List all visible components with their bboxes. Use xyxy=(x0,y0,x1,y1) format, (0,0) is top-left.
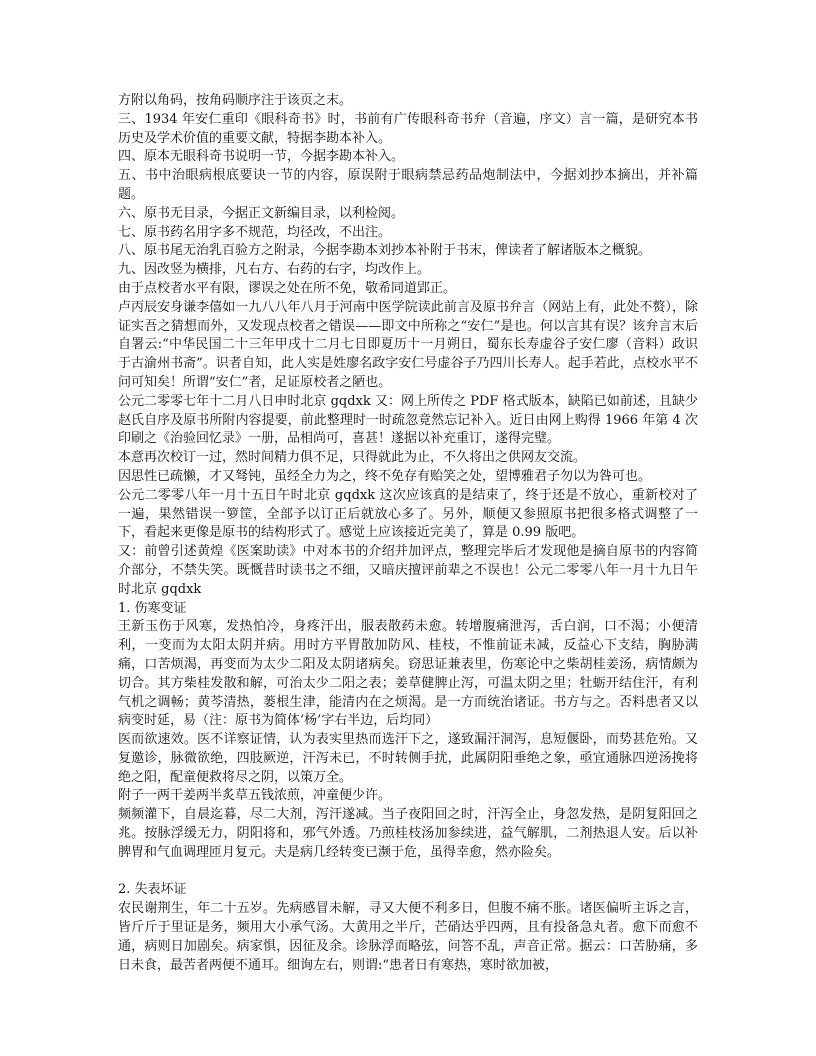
section-heading: 2. 失表坏证 xyxy=(118,882,187,898)
paragraph: 附子一两干姜两半炙草五钱浓煎，冲童便少许。 xyxy=(118,788,392,804)
paragraph: 公元二零零八年一月十五日午时北京 gqdxk 这次应该真的是结束了，终于还是不放心，重新校对了一遍，果然错误一箩筐，全部予以订正后就放心多了。另外，顺便又参照原书把很多格式调整了一下，看起来更像是原书的结构形式了。感觉上应该接近完美了，算是 0.99 版吧。 xyxy=(118,487,698,541)
paragraph: 农民谢荆生，年二十五岁。先病感冒未解，寻又大便不利多日，但腹不痛不胀。诸医偏听主诉之言，皆斤斤于里证是务，频用大小承气汤。大黄用之半斤，芒硝达乎四两，且有投备急丸者。愈下而愈不通，病则日加剧矣。病家惧，因征及余。诊脉浮而略弦，问答不乱，声音正常。据云：口苦胁痛，多日未食，最苦者两便不通耳。细询左右，则谓:“患者日有寒热，寒时欲加被， xyxy=(118,901,698,973)
paragraph: 由于点校者水平有限，谬误之处在所不免，敬希同道郢正。 xyxy=(118,280,457,296)
paragraph: 五、书中治眼病根底要诀一节的内容，原误附于眼病禁忌药品炮制法中，今据刘抄本摘出，并补篇题。 xyxy=(118,168,698,202)
document-page xyxy=(118,92,698,975)
paragraph: 三、1934 年安仁重印《眼科奇书》时，书前有广传眼科奇书弁（音遍，序文）言一篇，是研究本书历史及学术价值的重要文献，特据李勘本补入。 xyxy=(118,111,698,146)
paragraph: 四、原本无眼科奇书说明一节，今据李勘本补入。 xyxy=(118,149,405,165)
section-heading: 1. 伤寒变证 xyxy=(118,600,187,616)
paragraph: 卢丙辰安身谦李僖如一九八八年八月于河南中医学院读此前言及原书弁言（网站上有，此处不赘），除证实吾之猜想而外，又发现点校者之错误——即文中所称之“安仁”是也。何以言其有误？该弁言末后自署云:“中华民国二十三年甲戌十二月七日即夏历十一月朔日，蜀东长寿虚谷子安仁廖（音料）政识于古渝州书斋”。识者自知，此人实是姓廖名政字安仁号虚谷子乃四川长寿人。起手若此，点校水平不问可知矣！所谓“安仁”者，足证原校者之陋也。 xyxy=(118,299,698,390)
paragraph: 医而欲速效。医不详察证情，认为表实里热而选汗下之，遂致漏汗洞泻，息短偃卧，而势甚危殆。又复邀诊，脉微欲绝，四肢厥逆，汗泻未已，不时转侧手扰，此属阴阳垂绝之象，亟宜通脉四逆汤挽将绝之阳，配童便救将尽之阴，以策万全。 xyxy=(118,732,698,785)
paragraph: 方附以角码，按角码顺序注于该页之末。 xyxy=(118,93,353,108)
paragraph: 六、原书无目录，今据正文新编目录，以利检阅。 xyxy=(118,205,405,221)
paragraph: 又：前曾引述黄煌《医案助读》中对本书的介绍并加评点，整理完毕后才发现他是摘自原书的内容简介部分，不禁失笑。既慨昔时读书之不细，又暗庆擅评前辈之不误也！公元二零零八年一月十九日午时北京 gqdxk xyxy=(118,544,698,597)
blank-line xyxy=(118,863,698,882)
paragraph: 八、原书尾无治乳百验方之附录，今据李勘本刘抄本补附于书末，俾读者了解诸版本之概貌。 xyxy=(118,243,652,259)
paragraph: 王新玉伤于风寒，发热怕冷，身疼汗出，服表散药未愈。转增腹痛泄泻，舌白润，口不渴；小便清利，一变而为太阳太阴并病。用时方平胃散加防风、桂枝，不惟前证未减，反益心下支结，胸胁满痛，口苦烦渴，再变而为太少二阳及太阴诸病矣。窃思证兼表里，伤寒论中之柴胡桂姜汤，病情颇为切合。其方柴桂发散和解，可治太少二阳之表；姜草健脾止泻，可温太阴之里；牡蛎开结住汗，有利气机之调畅；黄芩清热，蒌根生津，能清内在之烦渴。是一方而统治诸证。书方与之。否料患者又以病变时延，易（注：原书为简体‘杨’字右半边，后均同） xyxy=(118,619,698,729)
paragraph: 公元二零零七年十二月八日申时北京 gqdxk 又：网上所传之 PDF 格式版本，缺陷已如前述，且缺少赵氏自序及原书所附内容提要，前此整理时一时疏忽竟然忘记补入。近日由网上购得 1966 年第 4 次印刷之《治验回忆录》一册，品相尚可，喜甚！遂据以补充重订，遂得完璧。 xyxy=(118,393,698,447)
paragraph: 九、因改竖为横排，凡右方、右药的右字，均改作上。 xyxy=(118,262,431,278)
paragraph: 因思性已疏懒，才又驽钝，虽经全力为之，终不免存有贻笑之处，望博雅君子勿以为咎可也。 xyxy=(118,468,652,484)
paragraph: 频频灌下，自晨迄暮，尽二大剂，泻汗遂减。当子夜阳回之时，汗泻全止，身忽发热，是阴复阳回之兆。按脉浮缓无力，阴阳将和，邪气外透。乃煎桂枝汤加参续进，益气解肌，二剂热退人安。后以补脾胃和气血调理匝月复元。夫是病几经转变已濒于危，虽得幸愈，然亦险矣。 xyxy=(118,807,698,860)
paragraph: 七、原书药名用字多不规范，均径改，不出注。 xyxy=(118,224,392,240)
paragraph: 本意再次校订一过，然时间精力俱不足，只得就此为止，不久将出之供网友交流。 xyxy=(118,450,587,466)
